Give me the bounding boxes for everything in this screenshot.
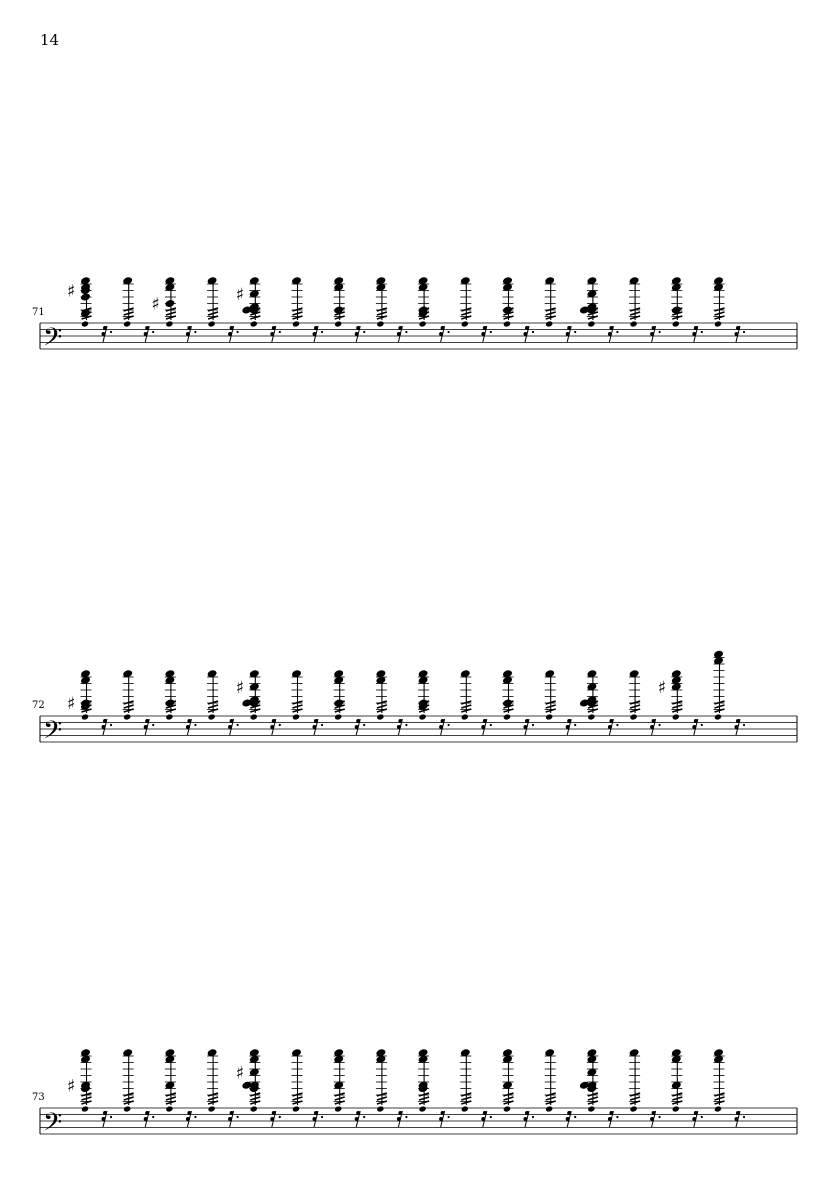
note-head — [503, 713, 511, 720]
beat-chord — [579, 276, 619, 342]
measure-number: 72 — [32, 700, 45, 711]
sixteenth-rest-icon — [355, 326, 361, 342]
note-head — [587, 320, 595, 327]
rest-dot — [448, 1116, 450, 1118]
sixteenth-rest-icon — [608, 719, 614, 735]
rest-dot — [279, 724, 281, 726]
sharp-icon: ♯ — [67, 694, 76, 714]
note-head — [376, 713, 384, 720]
sharp-icon: ♯ — [67, 281, 76, 302]
note-head — [461, 713, 469, 720]
beat-chord — [207, 669, 239, 735]
rest-dot — [448, 331, 450, 333]
sixteenth-rest-icon — [397, 1111, 403, 1127]
note-head — [164, 299, 175, 308]
beat-chord — [544, 276, 576, 342]
beat-chord — [658, 669, 703, 735]
sharp-icon: ♯ — [235, 677, 245, 698]
sixteenth-rest-icon — [692, 326, 698, 342]
sixteenth-rest-icon — [524, 1111, 530, 1127]
sixteenth-rest-icon — [439, 719, 445, 735]
note-head — [334, 713, 342, 720]
beat-chord — [236, 669, 281, 735]
rest-dot — [321, 1116, 323, 1118]
rest-dot — [532, 724, 534, 726]
note-head — [165, 1105, 173, 1112]
note-head — [123, 1105, 131, 1112]
note-head — [630, 320, 638, 327]
sixteenth-rest-icon — [228, 719, 234, 735]
sixteenth-rest-icon — [102, 1111, 108, 1127]
sixteenth-rest-icon — [650, 1111, 656, 1127]
note-head — [376, 320, 384, 327]
staff-system — [32, 276, 797, 358]
note-head — [208, 320, 216, 327]
note-head — [123, 713, 131, 720]
rest-dot — [701, 331, 703, 333]
beat-chord — [375, 276, 407, 342]
rest-dot — [490, 331, 492, 333]
note-head — [292, 320, 300, 327]
rest-dot — [152, 331, 154, 333]
beat-chord — [291, 1048, 323, 1127]
beat-chord — [713, 276, 745, 342]
rest-dot — [405, 724, 407, 726]
sixteenth-rest-icon — [186, 719, 192, 735]
beat-chord — [122, 1048, 154, 1127]
sixteenth-rest-icon — [735, 1111, 741, 1127]
beat-chord — [375, 1048, 407, 1127]
rest-dot — [279, 331, 281, 333]
rest-dot — [363, 331, 365, 333]
rest-dot — [574, 331, 576, 333]
page-number: 14 — [40, 31, 60, 49]
sixteenth-rest-icon — [566, 326, 572, 342]
rest-dot — [152, 1116, 154, 1118]
sixteenth-rest-icon — [566, 719, 572, 735]
beat-chord — [544, 1048, 576, 1127]
beat-chord — [236, 276, 281, 342]
sharp-icon: ♯ — [67, 1076, 76, 1097]
beat-chord — [291, 276, 323, 342]
note-head — [587, 713, 595, 720]
staff-system — [32, 650, 797, 751]
sixteenth-rest-icon — [355, 719, 361, 735]
note-head — [208, 1105, 216, 1112]
sixteenth-rest-icon — [313, 326, 319, 342]
beat-chord — [629, 276, 661, 342]
staff-system — [32, 1048, 797, 1143]
rest-dot — [616, 331, 618, 333]
rest-dot — [490, 724, 492, 726]
sharp-icon: ♯ — [235, 284, 245, 305]
beat-chord — [67, 276, 112, 342]
rest-dot — [616, 1116, 618, 1118]
sixteenth-rest-icon — [397, 326, 403, 342]
beat-chord — [67, 669, 112, 735]
beat-chord — [460, 1048, 492, 1127]
rest-dot — [743, 331, 745, 333]
beat-chord — [67, 1048, 112, 1127]
beat-chord — [207, 1048, 239, 1127]
beat-chord — [579, 1048, 619, 1127]
rest-dot — [194, 1116, 196, 1118]
rest-dot — [110, 724, 112, 726]
rest-dot — [110, 331, 112, 333]
rest-dot — [532, 1116, 534, 1118]
sixteenth-rest-icon — [439, 1111, 445, 1127]
beat-chord — [418, 669, 450, 735]
note-head — [81, 1105, 89, 1112]
note-head — [587, 1105, 595, 1112]
note-head — [208, 713, 216, 720]
sixteenth-rest-icon — [186, 1111, 192, 1127]
beat-chord — [122, 669, 154, 735]
sixteenth-rest-icon — [144, 1111, 150, 1127]
rest-dot — [363, 724, 365, 726]
bass-clef-icon: 𝄢 — [43, 1108, 63, 1143]
note-head — [672, 1105, 680, 1112]
note-head — [503, 320, 511, 327]
rest-dot — [574, 1116, 576, 1118]
rest-dot — [405, 331, 407, 333]
sixteenth-rest-icon — [481, 719, 487, 735]
note-head — [461, 320, 469, 327]
note-head — [672, 713, 680, 720]
sixteenth-rest-icon — [692, 719, 698, 735]
note-head — [334, 320, 342, 327]
note-head — [292, 713, 300, 720]
beat-chord — [579, 669, 619, 735]
note-head — [250, 1105, 258, 1112]
rest-dot — [237, 331, 239, 333]
rest-dot — [659, 331, 661, 333]
rest-dot — [321, 724, 323, 726]
rest-dot — [490, 1116, 492, 1118]
sixteenth-rest-icon — [735, 326, 741, 342]
sixteenth-rest-icon — [186, 326, 192, 342]
note-head — [250, 713, 258, 720]
rest-dot — [701, 1116, 703, 1118]
note-head — [80, 292, 91, 301]
beat-chord — [151, 276, 196, 342]
sixteenth-rest-icon — [144, 326, 150, 342]
beat-chord — [671, 1048, 703, 1127]
rest-dot — [743, 724, 745, 726]
note-head — [419, 713, 427, 720]
sixteenth-rest-icon — [692, 1111, 698, 1127]
note-head — [334, 1105, 342, 1112]
rest-dot — [237, 724, 239, 726]
beat-chord — [460, 669, 492, 735]
rest-dot — [448, 724, 450, 726]
sixteenth-rest-icon — [397, 719, 403, 735]
sixteenth-rest-icon — [270, 1111, 276, 1127]
sixteenth-rest-icon — [735, 719, 741, 735]
sixteenth-rest-icon — [270, 719, 276, 735]
sharp-icon: ♯ — [235, 1063, 245, 1084]
note-head — [419, 320, 427, 327]
beat-chord — [671, 276, 703, 342]
sixteenth-rest-icon — [313, 1111, 319, 1127]
note-head — [81, 713, 89, 720]
note-head — [165, 320, 173, 327]
note-head — [503, 1105, 511, 1112]
rest-dot — [152, 724, 154, 726]
beat-chord — [207, 276, 239, 342]
bass-clef-icon: 𝄢 — [43, 323, 63, 358]
note-head — [545, 320, 553, 327]
rest-dot — [279, 1116, 281, 1118]
note-head — [672, 320, 680, 327]
sixteenth-rest-icon — [481, 326, 487, 342]
beat-chord — [333, 1048, 365, 1127]
rest-dot — [701, 724, 703, 726]
note-head — [461, 1105, 469, 1112]
rest-dot — [405, 1116, 407, 1118]
sixteenth-rest-icon — [228, 1111, 234, 1127]
note-head — [714, 713, 722, 720]
sixteenth-rest-icon — [650, 326, 656, 342]
rest-dot — [321, 331, 323, 333]
rest-dot — [194, 331, 196, 333]
sixteenth-rest-icon — [102, 326, 108, 342]
sixteenth-rest-icon — [481, 1111, 487, 1127]
note-head — [545, 1105, 553, 1112]
note-head — [714, 1105, 722, 1112]
note-head — [81, 320, 89, 327]
sixteenth-rest-icon — [608, 326, 614, 342]
sixteenth-rest-icon — [524, 326, 530, 342]
beat-chord — [629, 669, 661, 735]
beat-chord — [460, 276, 492, 342]
sixteenth-rest-icon — [144, 719, 150, 735]
beat-chord — [713, 1048, 745, 1127]
rest-dot — [743, 1116, 745, 1118]
beat-chord — [418, 276, 450, 342]
beat-chord — [164, 669, 196, 735]
sixteenth-rest-icon — [608, 1111, 614, 1127]
beat-chord — [502, 669, 534, 735]
sharp-icon: ♯ — [151, 294, 160, 315]
beat-chord — [418, 1048, 450, 1127]
note-head — [630, 1105, 638, 1112]
sixteenth-rest-icon — [650, 719, 656, 735]
measure-number: 73 — [32, 1092, 45, 1103]
beat-chord — [544, 669, 576, 735]
note-head — [165, 713, 173, 720]
rest-dot — [110, 1116, 112, 1118]
rest-dot — [532, 331, 534, 333]
note-head — [545, 713, 553, 720]
beat-chord — [629, 1048, 661, 1127]
rest-dot — [574, 724, 576, 726]
note-head — [630, 713, 638, 720]
note-head — [123, 320, 131, 327]
beat-chord — [164, 1048, 196, 1127]
rest-dot — [659, 724, 661, 726]
beat-chord — [375, 669, 407, 735]
beat-chord — [333, 669, 365, 735]
rest-dot — [363, 1116, 365, 1118]
measure-number: 71 — [32, 307, 45, 318]
sharp-icon: ♯ — [657, 677, 667, 698]
beat-chord — [333, 276, 365, 342]
rest-dot — [237, 1116, 239, 1118]
beat-chord — [236, 1048, 281, 1127]
sixteenth-rest-icon — [270, 326, 276, 342]
sixteenth-rest-icon — [228, 326, 234, 342]
sixteenth-rest-icon — [439, 326, 445, 342]
sixteenth-rest-icon — [313, 719, 319, 735]
bass-clef-icon: 𝄢 — [43, 716, 63, 751]
note-head — [376, 1105, 384, 1112]
beat-chord — [291, 669, 323, 735]
rest-dot — [194, 724, 196, 726]
rest-dot — [659, 1116, 661, 1118]
note-head — [419, 1105, 427, 1112]
sixteenth-rest-icon — [102, 719, 108, 735]
beat-chord — [122, 276, 154, 342]
sixteenth-rest-icon — [524, 719, 530, 735]
beat-chord — [502, 1048, 534, 1127]
rest-dot — [616, 724, 618, 726]
sixteenth-rest-icon — [355, 1111, 361, 1127]
note-head — [714, 320, 722, 327]
note-head — [292, 1105, 300, 1112]
beat-chord — [502, 276, 534, 342]
note-head — [250, 320, 258, 327]
sixteenth-rest-icon — [566, 1111, 572, 1127]
